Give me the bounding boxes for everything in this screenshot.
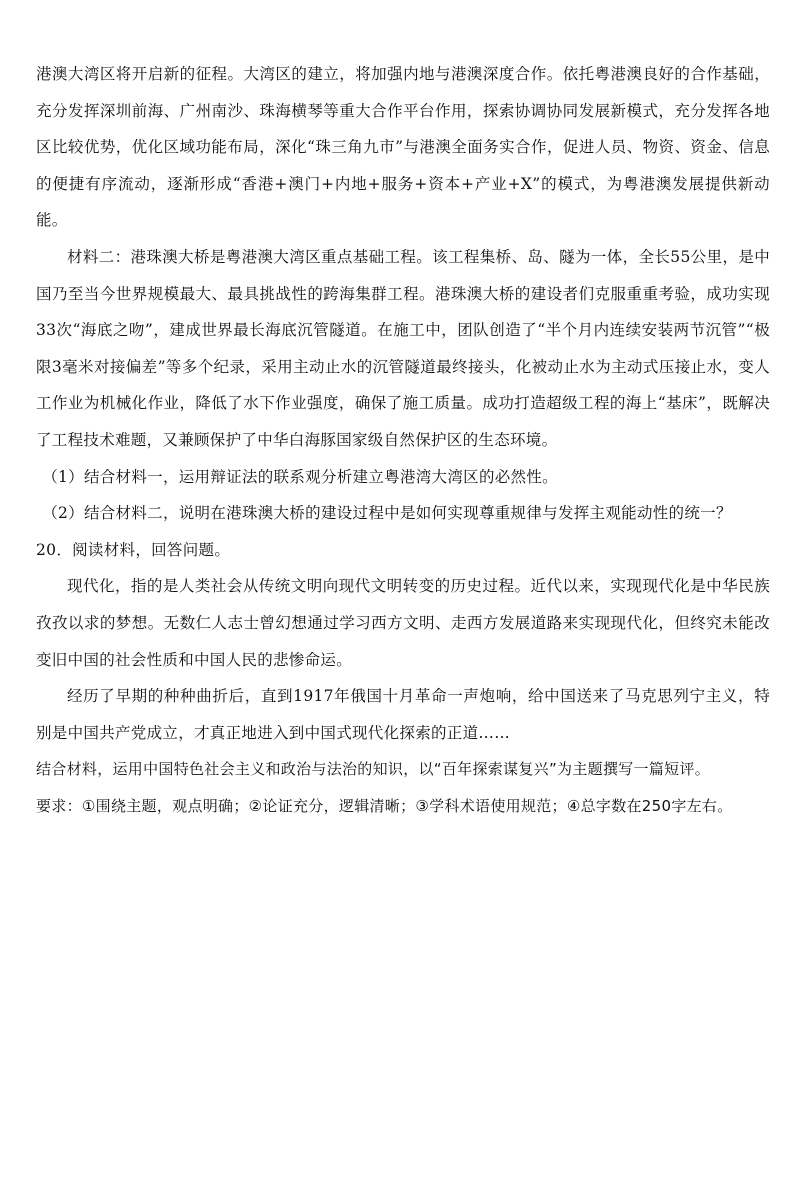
question-19-part-1: （1）结合材料一，运用辩证法的联系观分析建立粤港湾大湾区的必然性。 bbox=[42, 467, 558, 486]
material-one-continued: 港澳大湾区将开启新的征程。大湾区的建立，将加强内地与港澳深度合作。依托粤港澳良好的合作基础，充分发挥深圳前海、广州南沙、珠海横琴等重大合作平台作用，探索协调协同发展新模式，充分发挥各地区比较优势，优化区域功能布局，深化“珠三角九市”与港澳全面务实合作，促进人员、物资、资金、信息的便捷有序流动，逐渐形成“香港+澳门+内地+服务+资本+产业+X”的模式，为粤港澳发展提供新动能。 bbox=[36, 65, 770, 230]
question-20-paragraph-1: 现代化，指的是人类社会从传统文明向现代文明转变的历史过程。近代以来，实现现代化是中华民族孜孜以求的梦想。无数仁人志士曾幻想通过学习西方文明、走西方发展道路来实现现代化，但终究未能改变旧中国的社会性质和中国人民的悲惨命运。 bbox=[36, 577, 770, 669]
question-20-requirements: 要求：①围绕主题，观点明确；②论证充分，逻辑清晰；③学科术语使用规范；④总字数在250字左右。 bbox=[36, 796, 733, 815]
question-20-paragraph-2: 经历了早期的种种曲折后，直到1917年俄国十月革命一声炮响，给中国送来了马克思列宁主义，特别是中国共产党成立，才真正地进入到中国式现代化探索的正道…… bbox=[36, 687, 770, 742]
question-19-part-2: （2）结合材料二，说明在港珠澳大桥的建设过程中是如何实现尊重规律与发挥主观能动性的统一？ bbox=[42, 504, 732, 523]
question-20-title: 20．阅读材料，回答问题。 bbox=[36, 540, 231, 559]
question-20-task: 结合材料，运用中国特色社会主义和政治与法治的知识，以“百年探索谋复兴”为主题撰写一篇短评。 bbox=[36, 760, 711, 779]
page-content bbox=[36, 56, 770, 824]
material-two-paragraph: 材料二：港珠澳大桥是粤港澳大湾区重点基础工程。该工程集桥、岛、隧为一体，全长55公里，是中国乃至当今世界规模最大、最具挑战性的跨海集群工程。港珠澳大桥的建设者们克服重重考验，成功实现33次“海底之吻”，建成世界最长海底沉管隧道。在施工中，团队创造了“半个月内连续安装两节沉管”“极限3毫米对接偏差”等多个纪录，采用主动止水的沉管隧道最终接头，化被动止水为主动式压接止水，变人工作业为机械化作业，降低了水下作业强度，确保了施工质量。成功打造超级工程的海上“基床”，既解决了工程技术难题，又兼顾保护了中华白海豚国家级自然保护区的生态环境。 bbox=[36, 247, 770, 449]
